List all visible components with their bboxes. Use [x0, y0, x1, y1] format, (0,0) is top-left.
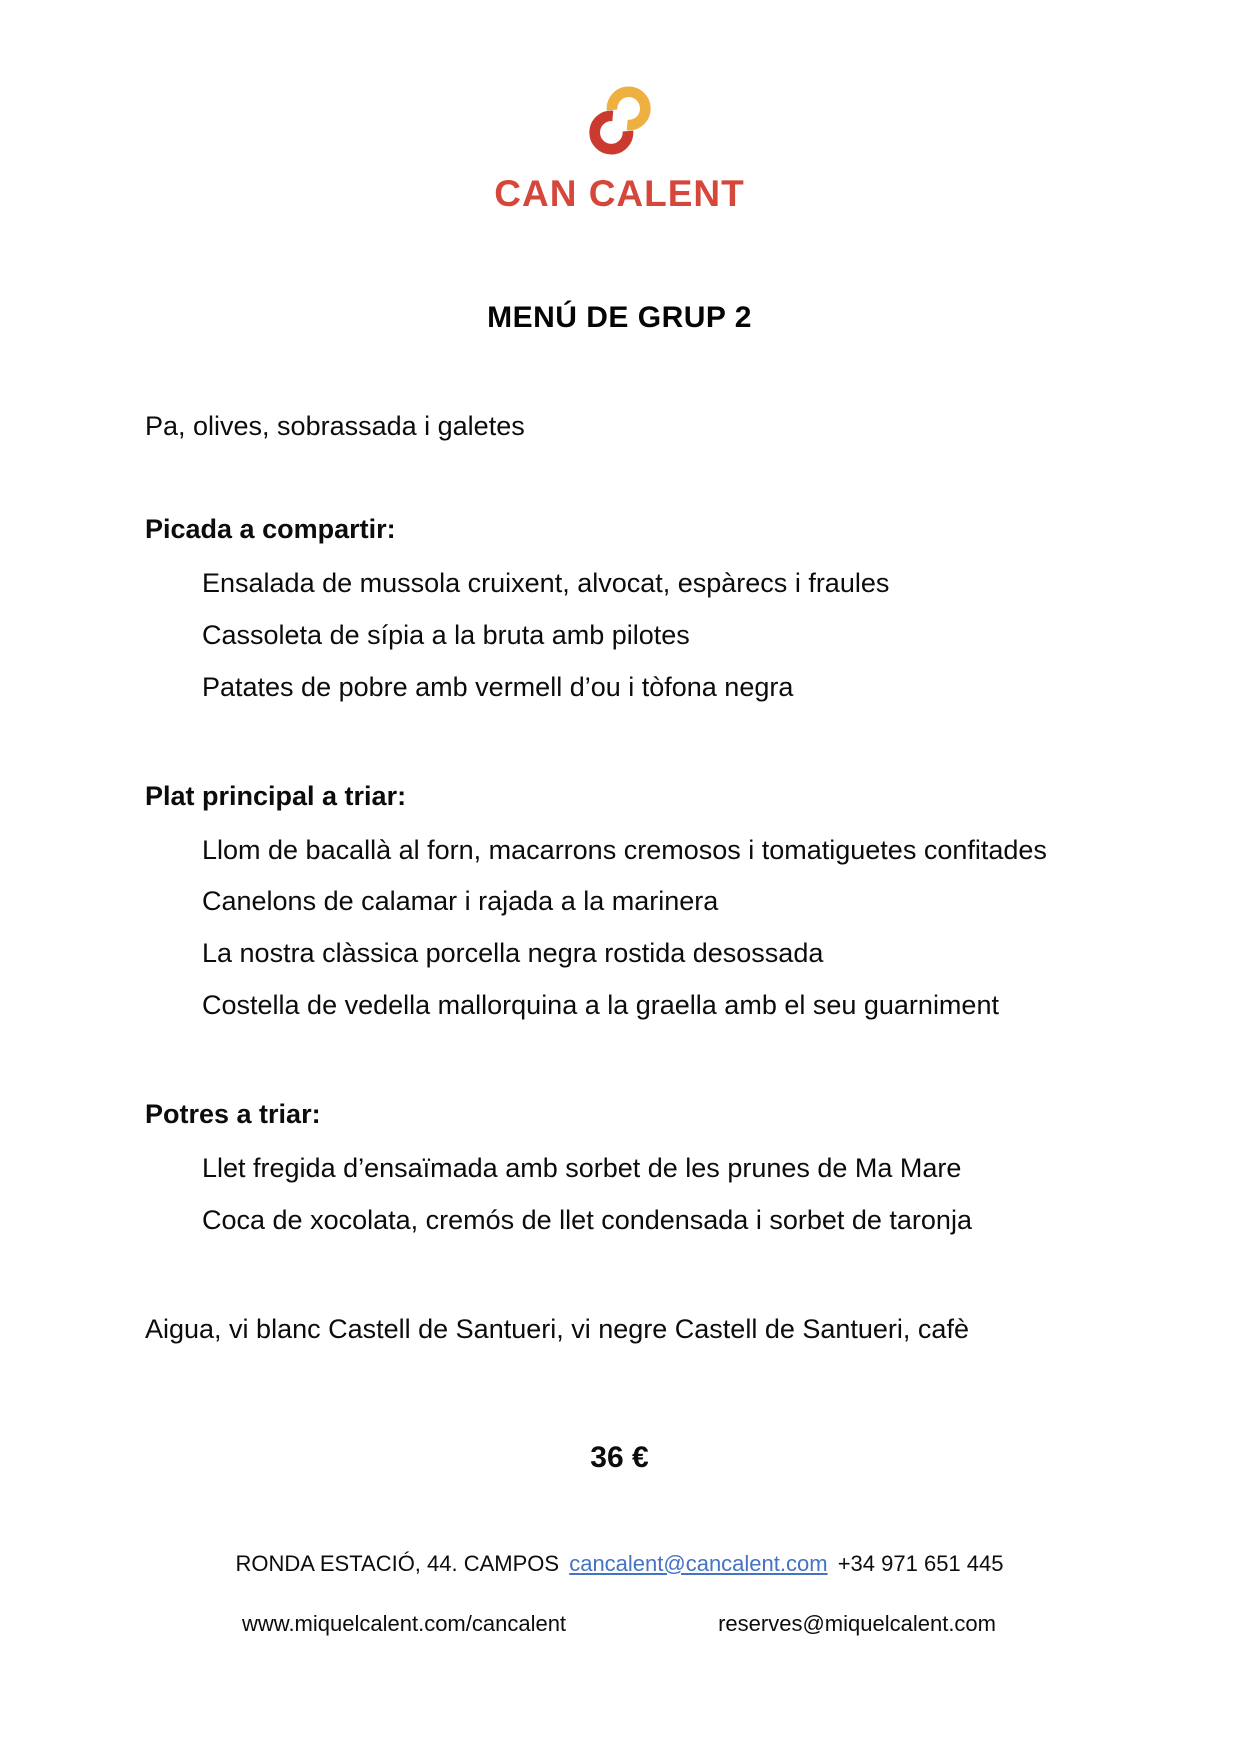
section-heading-plat-principal: Plat principal a triar:: [145, 780, 407, 811]
menu-item: Cassoleta de sípia a la bruta amb pilotes: [202, 619, 690, 650]
menu-item: La nostra clàssica porcella negra rostida desossada: [202, 938, 824, 969]
footer-reservations-email: reserves@miquelcalent.com: [718, 1610, 996, 1636]
menu-item: Costella de vedella mallorquina a la graella amb el seu guarniment: [202, 990, 999, 1021]
footer-phone: +34 971 651 445: [837, 1550, 1004, 1576]
section-heading-postres: Potres a triar:: [145, 1098, 321, 1129]
section-heading-picada: Picada a compartir:: [145, 514, 396, 544]
menu-item: Patates de pobre amb vermell d’ou i tòfona negra: [202, 671, 794, 702]
menu-title: MENÚ DE GRUP 2: [487, 301, 752, 334]
footer-links-line: [242, 1611, 996, 1637]
brand-wordmark: CAN CALENT: [494, 173, 745, 214]
footer: [145, 1551, 1094, 1637]
section-picada: [145, 514, 1094, 709]
logo-block: [145, 0, 1094, 215]
price: 36 €: [590, 1440, 649, 1474]
footer-email-link[interactable]: cancalent@cancalent.com: [569, 1550, 828, 1576]
beverages-line: Aigua, vi blanc Castell de Santueri, vi negre Castell de Santueri, cafè: [145, 1313, 969, 1344]
footer-website: www.miquelcalent.com/cancalent: [242, 1610, 567, 1636]
section-plat-principal: [145, 781, 1094, 1027]
interlocking-c-logo-icon: [586, 83, 654, 158]
footer-contact-line: [145, 1551, 1094, 1577]
footer-address: RONDA ESTACIÓ, 44. CAMPOS: [235, 1550, 560, 1576]
section-postres: [145, 1099, 1094, 1242]
menu-item: Llom de bacallà al forn, macarrons cremosos i tomatiguetes confitades: [202, 834, 1047, 865]
menu-item: Coca de xocolata, cremós de llet condensada i sorbet de taronja: [202, 1204, 972, 1235]
intro-line: Pa, olives, sobrassada i galetes: [145, 411, 525, 441]
menu-item: Canelons de calamar i rajada a la marinera: [202, 886, 719, 917]
menu-item: Ensalada de mussola cruixent, alvocat, espàrecs i fraules: [202, 568, 890, 598]
menu-item: Llet fregida d’ensaïmada amb sorbet de les prunes de Ma Mare: [202, 1152, 962, 1183]
